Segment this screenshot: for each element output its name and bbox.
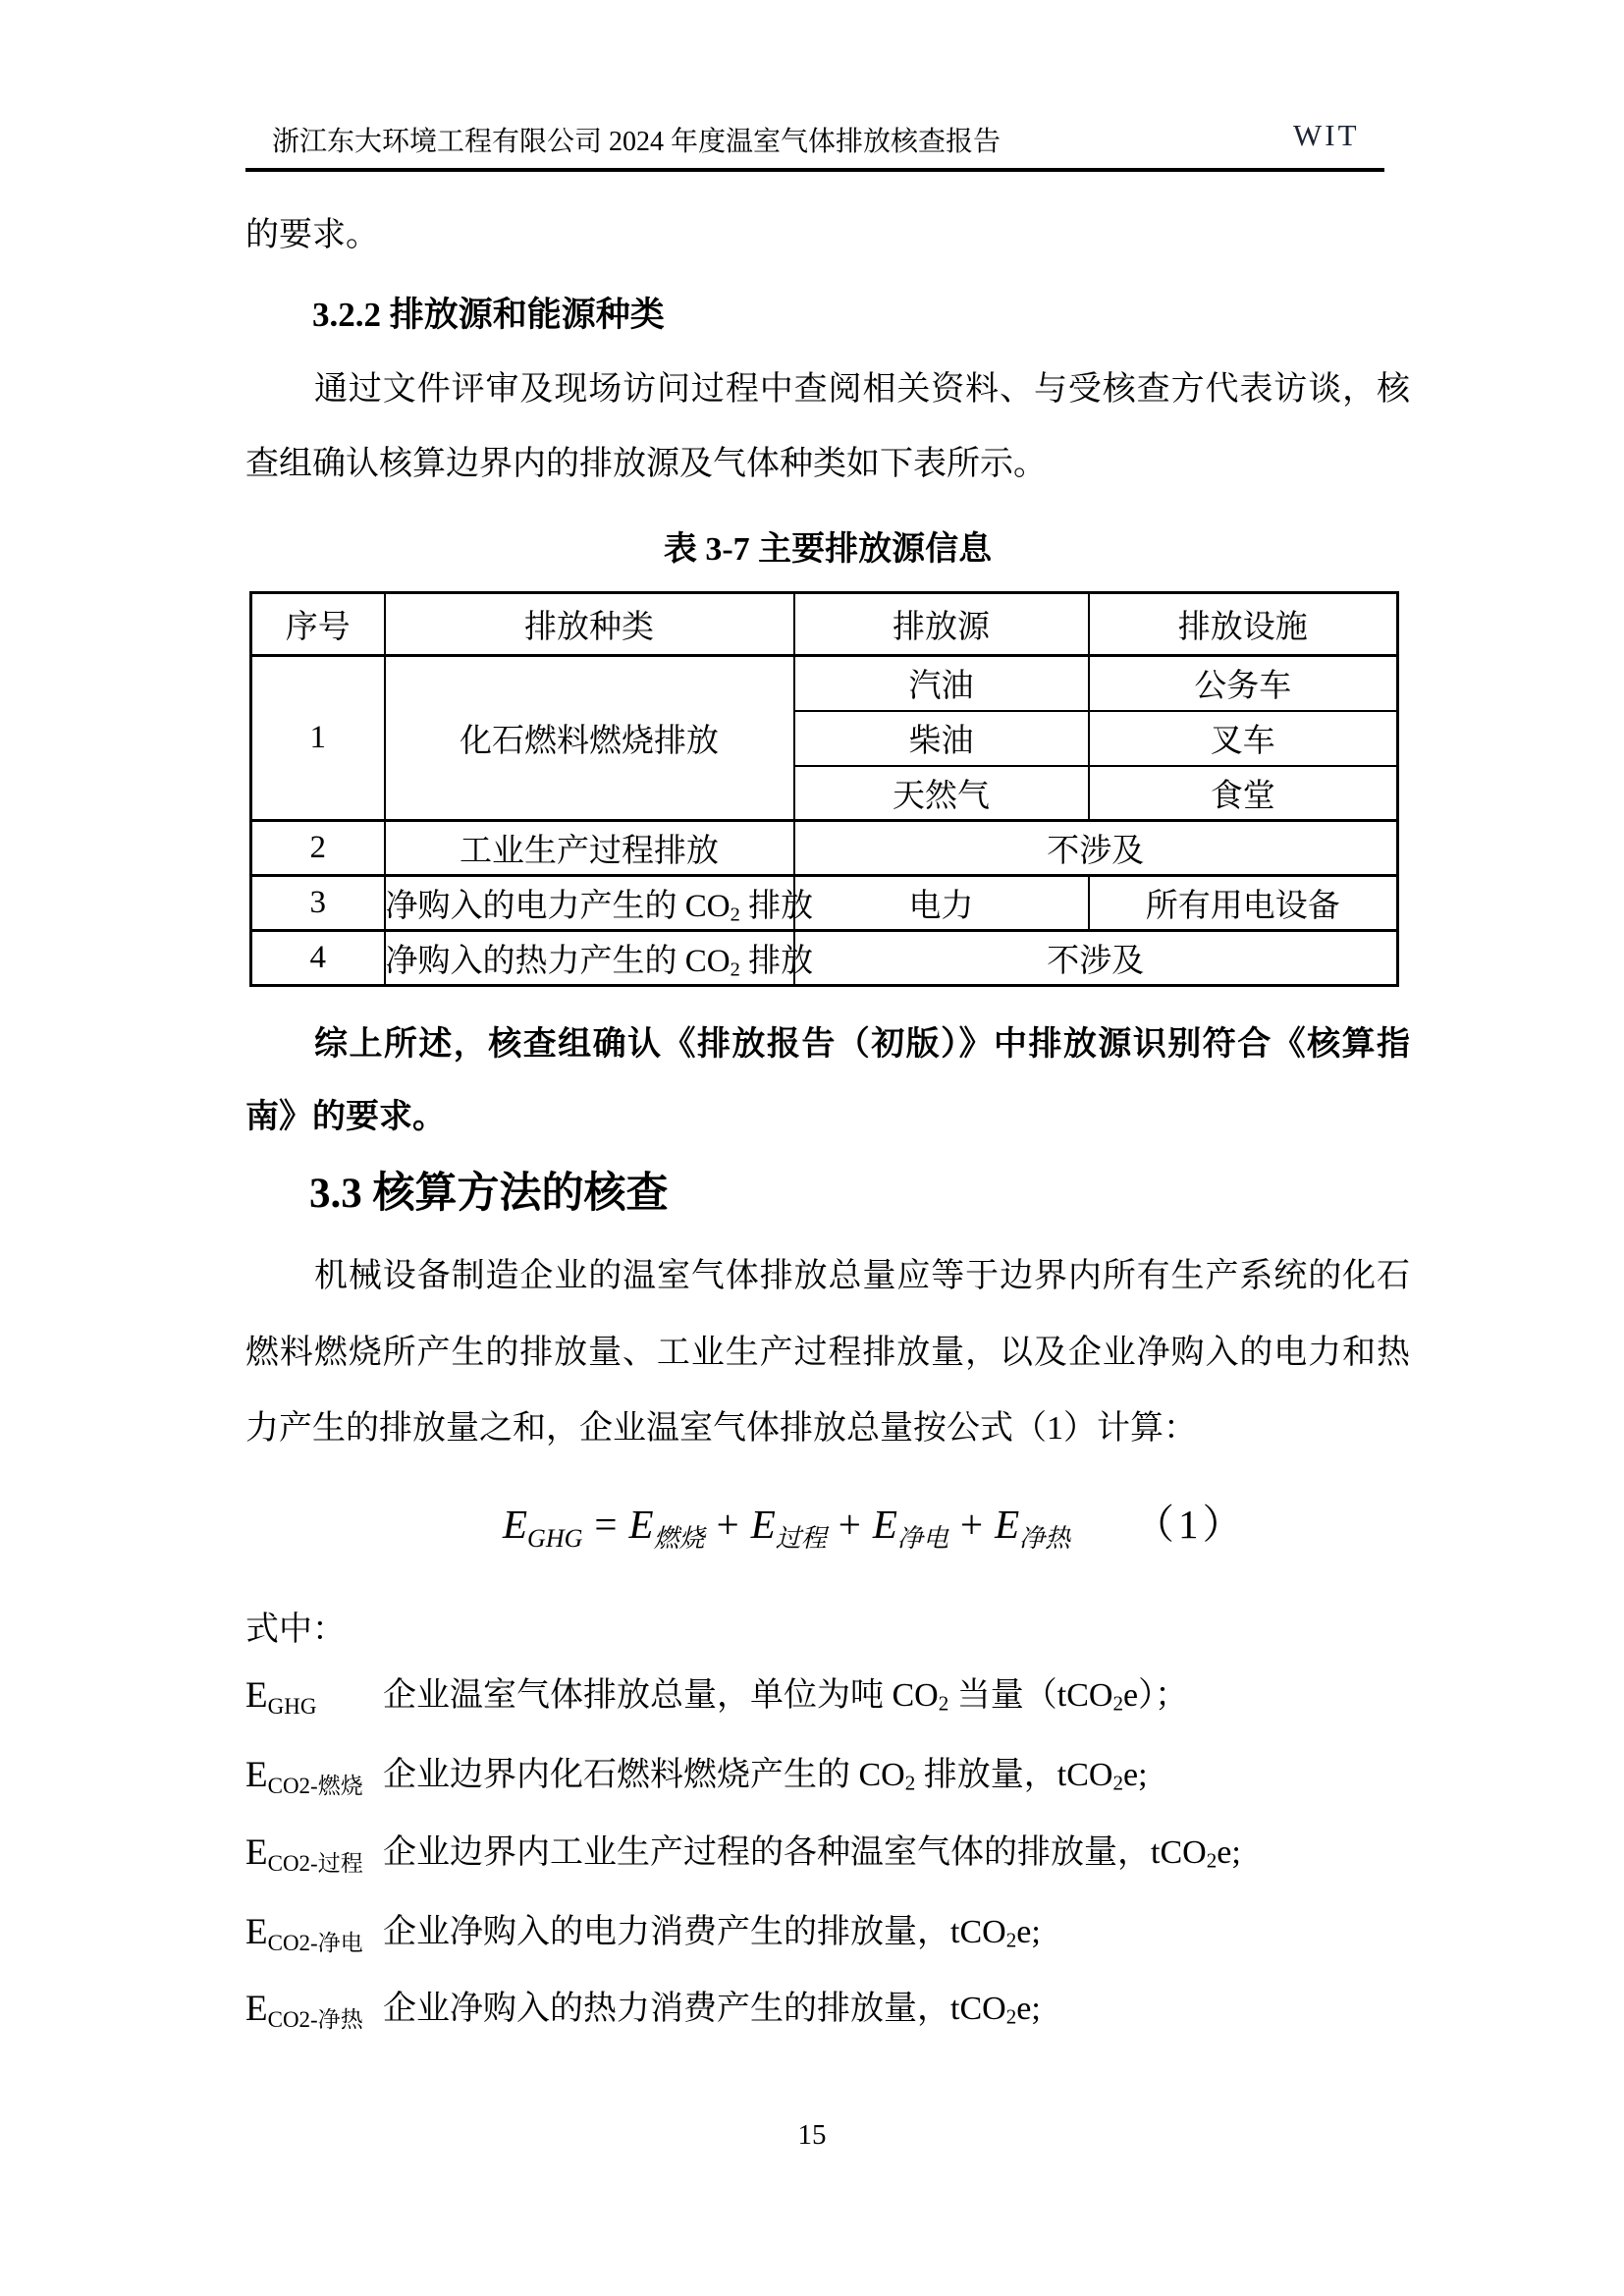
cell-category-2: 工业生产过程排放 <box>385 821 794 876</box>
definition-run: 企业边界内工业生产过程的各种温室气体的排放量，tCO <box>383 1834 1207 1871</box>
formula-term-4: E <box>995 1502 1020 1547</box>
definition-run: 企业净购入的电力消费产生的排放量，tCO <box>383 1914 1006 1950</box>
plus-sign: + <box>716 1502 739 1547</box>
cell-no-3: 3 <box>251 876 385 931</box>
definition-line-process <box>245 1830 1410 1887</box>
formula-1 <box>245 1495 1410 1554</box>
col-header-no: 序号 <box>251 593 385 656</box>
symbol-subscript: CO2-净热 <box>267 2006 363 2032</box>
formula-term-3: E <box>872 1502 897 1547</box>
formula-lhs-subscript: GHG <box>527 1524 583 1554</box>
subscript-run: 2 <box>904 1771 916 1795</box>
table-row-4 <box>251 931 1398 986</box>
definition-run: 当量（tCO <box>948 1677 1113 1714</box>
definition-run: e; <box>1016 1991 1041 2027</box>
cell-category-3-subscript: 2 <box>730 903 740 926</box>
cell-category-4-subscript: 2 <box>730 958 740 981</box>
cell-no-2: 2 <box>251 821 385 876</box>
definition-line-net-heat <box>245 1986 1410 2044</box>
definition-text <box>383 1752 1148 1807</box>
symbol-subscript: CO2-燃烧 <box>267 1773 363 1798</box>
plus-sign: + <box>838 1502 861 1547</box>
definition-line-net-electricity <box>245 1909 1410 1967</box>
definition-text <box>383 1986 1041 2041</box>
para-322-line-2: 查组确认核算边界内的排放源及气体种类如下表所示。 <box>245 446 1047 482</box>
formula-term-1-subscript: 燃烧 <box>653 1524 705 1554</box>
definition-run: e）； <box>1123 1677 1189 1714</box>
formula-term-4-subscript: 净热 <box>1019 1524 1071 1554</box>
cell-category-3-text: 净购入的电力产生的 CO <box>385 888 731 924</box>
para-33-line-1: 机械设备制造企业的温室气体排放总量应等于边界内所有生产系统的化石 <box>314 1258 1410 1294</box>
para-322-line-1: 通过文件评审及现场访问过程中查阅相关资料、与受核查方代表访谈，核 <box>314 371 1410 408</box>
formula-expression <box>503 1495 1070 1568</box>
conclusion-line-1: 综上所述，核查组确认《排放报告（初版）》中排放源识别符合《核算指 <box>314 1026 1410 1063</box>
col-header-category: 排放种类 <box>385 593 794 656</box>
definition-run: 企业边界内化石燃料燃烧产生的 CO <box>383 1757 905 1793</box>
subscript-run: 2 <box>1206 1848 1218 1873</box>
formula-term-2: E <box>750 1502 776 1547</box>
cell-facility-official-car: 公务车 <box>1089 656 1398 711</box>
definition-run: e; <box>1016 1914 1041 1950</box>
cell-facility-electric-equipment: 所有用电设备 <box>1089 876 1398 931</box>
cell-merged-4: 不涉及 <box>794 931 1398 986</box>
symbol-subscript: CO2-过程 <box>267 1850 363 1876</box>
cell-category-4-text: 净购入的热力产生的 CO <box>385 943 731 979</box>
subscript-run: 2 <box>1112 1771 1124 1795</box>
definition-run: e; <box>1123 1757 1148 1793</box>
symbol-e: E <box>245 1755 268 1795</box>
emission-source-table <box>249 591 1399 987</box>
carryover-line: 的要求。 <box>245 217 379 253</box>
cell-category-1: 化石燃料燃烧排放 <box>385 656 794 821</box>
cell-no-1: 1 <box>251 656 385 821</box>
plus-sign: + <box>959 1502 984 1547</box>
subscript-run: 2 <box>1005 2004 1017 2029</box>
definition-text <box>383 1672 1188 1727</box>
definition-run: e; <box>1217 1834 1241 1871</box>
header-rule <box>245 168 1384 172</box>
cell-no-4: 4 <box>251 931 385 986</box>
symbol-e: E <box>245 1832 268 1873</box>
formula-number: （1） <box>1134 1502 1247 1547</box>
formula-term-3-subscript: 净电 <box>896 1524 948 1554</box>
cell-source-gasoline: 汽油 <box>794 656 1089 711</box>
para-33-line-2: 燃料燃烧所产生的排放量、工业生产过程排放量，以及企业净购入的电力和热 <box>245 1335 1410 1371</box>
page-header-title: 浙江东大环境工程有限公司 2024 年度温室气体排放核查报告 <box>272 127 1001 157</box>
definition-run: 企业净购入的热力消费产生的排放量，tCO <box>383 1991 1006 2027</box>
table-header-row <box>251 593 1398 656</box>
cell-merged-2: 不涉及 <box>794 821 1398 876</box>
col-header-source: 排放源 <box>794 593 1089 656</box>
cell-category-4 <box>385 931 814 986</box>
symbol-subscript: CO2-净电 <box>267 1930 363 1955</box>
symbol-e: E <box>245 1912 268 1952</box>
where-label: 式中： <box>245 1612 346 1648</box>
table-row-1a <box>251 656 1398 711</box>
cell-category-4-tail: 排放 <box>739 943 814 979</box>
cell-category-3-tail: 排放 <box>739 888 814 924</box>
subscript-run: 2 <box>1005 1928 1017 1952</box>
definition-line-combustion <box>245 1752 1410 1810</box>
cell-source-natural-gas: 天然气 <box>794 766 1089 821</box>
equals-sign: = <box>594 1502 618 1547</box>
section-322-heading: 3.2.2 排放源和能源种类 <box>312 296 665 334</box>
cell-source-electricity: 电力 <box>794 876 1089 931</box>
definition-line-ghg <box>245 1672 1410 1730</box>
para-33-line-3: 力产生的排放量之和，企业温室气体排放总量按公式（1）计算： <box>245 1410 1197 1447</box>
table-row-2 <box>251 821 1398 876</box>
definition-text <box>383 1909 1041 1964</box>
col-header-facility: 排放设施 <box>1089 593 1398 656</box>
cell-source-diesel: 柴油 <box>794 711 1089 766</box>
symbol-e: E <box>245 1675 268 1716</box>
symbol-e: E <box>245 1989 268 2029</box>
page-number: 15 <box>797 2119 827 2151</box>
definition-run: 排放量，tCO <box>915 1757 1113 1793</box>
cell-facility-canteen: 食堂 <box>1089 766 1398 821</box>
cell-category-3 <box>385 876 814 931</box>
formula-lhs: E <box>503 1502 528 1547</box>
table-title: 表 3-7 主要排放源信息 <box>663 531 993 568</box>
cell-facility-forklift: 叉车 <box>1089 711 1398 766</box>
subscript-run: 2 <box>1112 1691 1124 1716</box>
conclusion-line-2: 南》的要求。 <box>245 1099 446 1135</box>
symbol-subscript: GHG <box>267 1693 317 1719</box>
formula-term-2-subscript: 过程 <box>775 1524 827 1554</box>
page-header-mark: WIT <box>1293 118 1360 152</box>
section-33-heading: 3.3 核算方法的核查 <box>309 1171 669 1217</box>
table-row-3 <box>251 876 1398 931</box>
formula-term-1: E <box>628 1502 654 1547</box>
subscript-run: 2 <box>938 1691 949 1716</box>
definition-text <box>383 1830 1241 1885</box>
definition-run: 企业温室气体排放总量，单位为吨 CO <box>383 1677 939 1714</box>
